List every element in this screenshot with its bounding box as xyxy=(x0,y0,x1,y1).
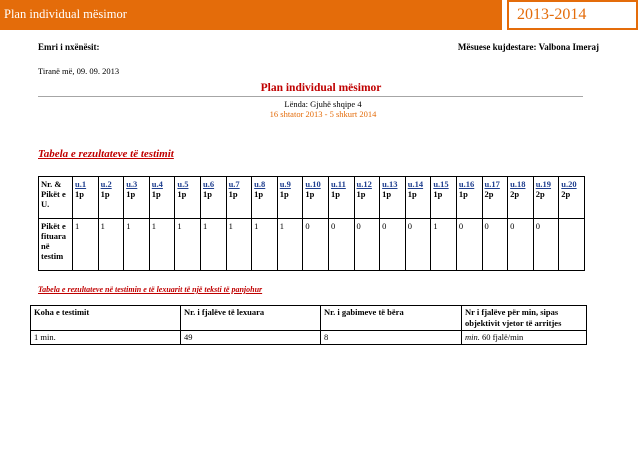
plan-title-text: Plan individual mësimor xyxy=(260,82,382,94)
reading-results-title: Tabela e rezultateve në testimin e të lexuarit të një teksti të panjohur xyxy=(38,285,263,294)
plan-title xyxy=(0,82,638,94)
score-cell: 0 xyxy=(303,219,329,271)
reading-results-table xyxy=(30,305,587,345)
table-row xyxy=(31,306,587,331)
item-cell: u.6 1p xyxy=(200,177,226,219)
title-divider xyxy=(38,96,583,97)
subject-line xyxy=(0,99,638,109)
item-cell: u.10 1p xyxy=(303,177,329,219)
item-cell: u.16 1p xyxy=(456,177,482,219)
item-cell: u.12 1p xyxy=(354,177,380,219)
col-header-time: Koha e testimit xyxy=(31,306,181,331)
date-range xyxy=(0,109,638,119)
item-cell: u.13 1p xyxy=(380,177,406,219)
header-year-box xyxy=(507,0,638,30)
score-cell: 1 xyxy=(73,219,99,271)
item-cell: u.5 1p xyxy=(175,177,201,219)
item-cell: u.19 2p xyxy=(533,177,559,219)
score-cell: 0 xyxy=(533,219,559,271)
item-cell: u.8 1p xyxy=(252,177,278,219)
header-title-box xyxy=(0,0,504,30)
score-cell: 0 xyxy=(508,219,534,271)
score-cell: 1 xyxy=(431,219,457,271)
score-cell: 1 xyxy=(149,219,175,271)
place-date: Tiranë më, 09. 09. 2013 xyxy=(38,66,120,76)
score-cell-empty xyxy=(559,219,585,271)
score-cell: 0 xyxy=(328,219,354,271)
item-cell: u.18 2p xyxy=(508,177,534,219)
objective-prefix: min. xyxy=(465,332,480,342)
table-row xyxy=(31,331,587,345)
score-cell: 0 xyxy=(482,219,508,271)
score-cell: 0 xyxy=(380,219,406,271)
row-header-points-per-item: Nr. & Pikët e U. xyxy=(39,177,73,219)
item-cell: u.17 2p xyxy=(482,177,508,219)
score-cell: 0 xyxy=(405,219,431,271)
score-cell: 0 xyxy=(456,219,482,271)
item-cell: u.2 1p xyxy=(98,177,124,219)
score-cell: 1 xyxy=(175,219,201,271)
item-cell: u.14 1p xyxy=(405,177,431,219)
cell-words-read: 49 xyxy=(181,331,321,345)
header-bar xyxy=(0,0,638,30)
score-cell: 0 xyxy=(354,219,380,271)
score-cell: 1 xyxy=(226,219,252,271)
item-cell: u.9 1p xyxy=(277,177,303,219)
item-cell: u.11 1p xyxy=(328,177,354,219)
score-cell: 1 xyxy=(252,219,278,271)
item-cell: u.4 1p xyxy=(149,177,175,219)
item-cell: u.20 2p xyxy=(559,177,585,219)
col-header-objective: Nr i fjalëve për min, sipas objektivit vjetor të arritjes xyxy=(462,306,587,331)
col-header-errors: Nr. i gabimeve të bëra xyxy=(321,306,462,331)
table-row xyxy=(39,177,585,219)
score-cell: 1 xyxy=(277,219,303,271)
item-cell: u.7 1p xyxy=(226,177,252,219)
date-range-text: 16 shtator 2013 - 5 shkurt 2014 xyxy=(269,109,377,119)
objective-rest: 60 fjalë/min xyxy=(479,332,524,342)
subject-text: Lënda: Gjuhë shqipe 4 xyxy=(284,99,362,109)
row-header-points-earned: Pikët e fituara në testim xyxy=(39,219,73,271)
cell-errors: 8 xyxy=(321,331,462,345)
item-cell: u.1 1p xyxy=(73,177,99,219)
test-results-title: Tabela e rezultateve të testimit xyxy=(38,148,174,160)
item-cell: u.3 1p xyxy=(124,177,150,219)
score-cell: 1 xyxy=(200,219,226,271)
col-header-words-read: Nr. i fjalëve të lexuara xyxy=(181,306,321,331)
cell-time: 1 min. xyxy=(31,331,181,345)
item-cell: u.15 1p xyxy=(431,177,457,219)
header-year: 2013-2014 xyxy=(517,6,587,23)
header-title: Plan individual mësimor xyxy=(4,7,127,21)
student-name-label: Emri i nxënësit: xyxy=(38,42,100,52)
test-results-table xyxy=(38,176,585,271)
score-cell: 1 xyxy=(124,219,150,271)
table-row xyxy=(39,219,585,271)
teacher-label: Mësuese kujdestare: Valbona Imeraj xyxy=(457,42,599,52)
cell-objective xyxy=(462,331,587,345)
score-cell: 1 xyxy=(98,219,124,271)
